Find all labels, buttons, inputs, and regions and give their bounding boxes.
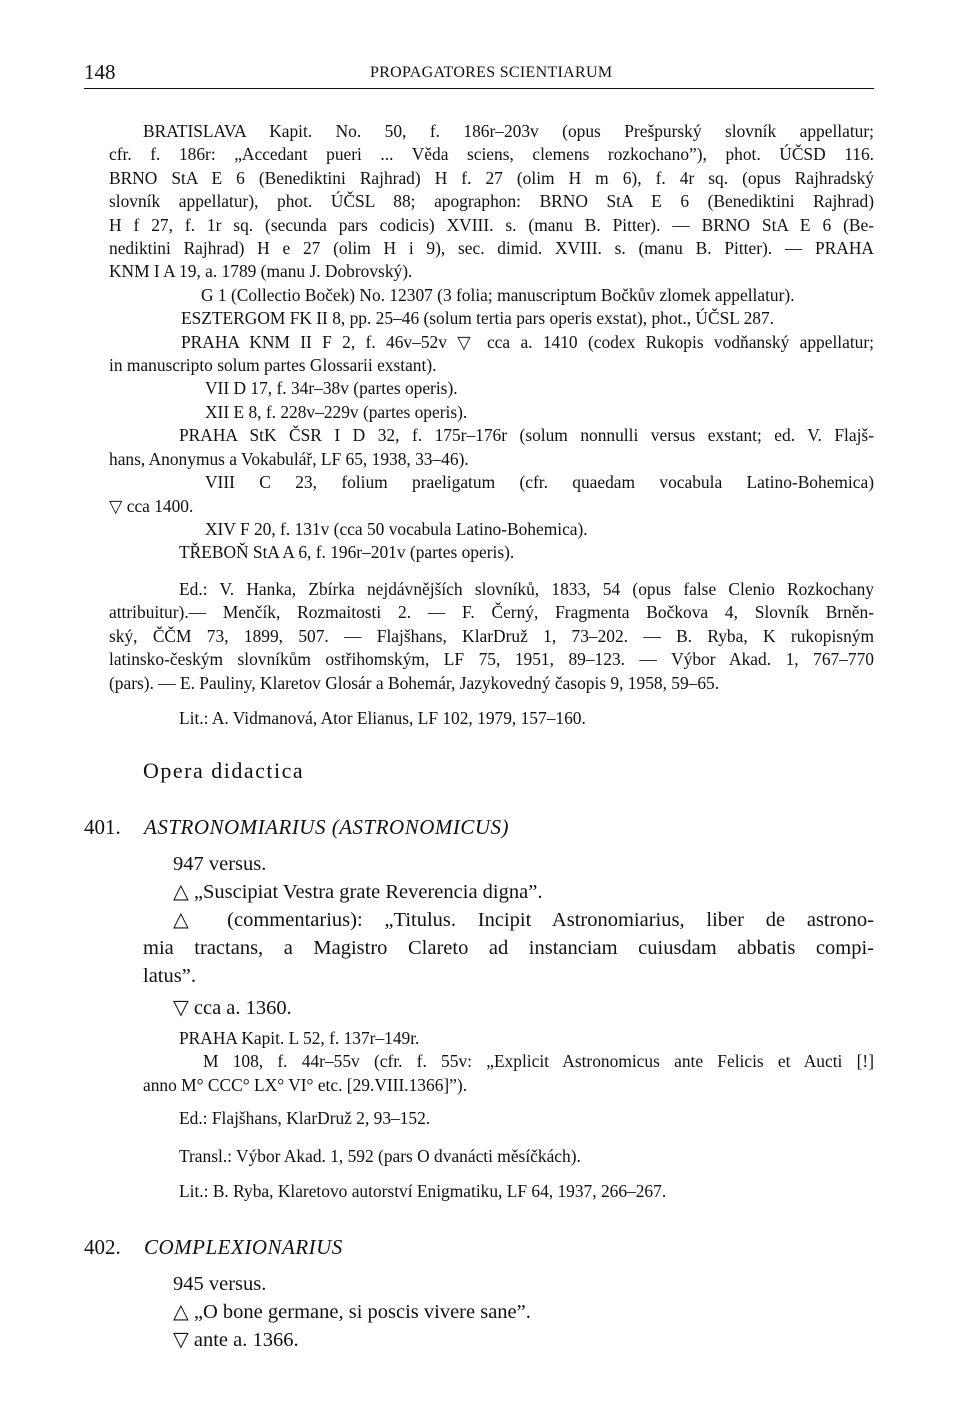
entry-401-edition: Ed.: Flajšhans, KlarDruž 2, 93–152. xyxy=(179,1108,431,1128)
text-line: BRATISLAVA Kapit. No. 50, f. 186r–203v (opus Prešpurský slovník appellatur; xyxy=(143,121,874,141)
text-line: PRAHA Kapit. L 52, f. 137r–149r. xyxy=(179,1028,420,1048)
entry-number: 401. xyxy=(84,815,121,839)
date-line: ▽ cca a. 1360. xyxy=(173,997,292,1019)
date-line: ▽ ante a. 1366. xyxy=(173,1329,299,1351)
text-line: ▽ cca 1400. xyxy=(109,495,194,516)
header-rule xyxy=(84,88,874,89)
text-line: H f 27, f. 1r sq. (secunda pars codicis) XVIII. s. (manu B. Pitter). — BRNO StA E 6 (Be- xyxy=(109,214,874,235)
text-line: △ (commentarius): „Titulus. Incipit Astronomiarius, liber de astrono- xyxy=(173,909,874,931)
text-line: ESZTERGOM FK II 8, pp. 25–46 (solum tertia pars operis exstat), phot., ÚČSL 287. xyxy=(181,308,774,329)
text-line: KNM I A 19, a. 1789 (manu J. Dobrovský). xyxy=(109,261,413,282)
text-line: 945 versus. xyxy=(173,1273,267,1295)
section-heading: Opera didactica xyxy=(143,758,305,783)
text-line: PRAHA KNM II F 2, f. 46v–52v ▽ cca a. 1410 (codex Rukopis vodňanský appellatur; xyxy=(181,331,874,352)
entry-title: ASTRONOMIARIUS (ASTRONOMICUS) xyxy=(144,815,510,839)
text-line: hans, Anonymus a Vokabulář, LF 65, 1938, 33–46). xyxy=(109,448,469,469)
entry-402-heading xyxy=(84,1235,343,1260)
incipit-line: △ „Suscipiat Vestra grate Reverencia digna”. xyxy=(173,881,543,903)
text-line: mia tractans, a Magistro Clareto ad instanciam cuiusdam abbatis compi- xyxy=(143,937,874,959)
text-line: 947 versus. xyxy=(173,853,267,875)
text-line: XII E 8, f. 228v–229v (partes operis). xyxy=(205,401,468,422)
text-line: nediktini Rajhrad) H e 27 (olim H i 9), sec. dimid. XVIII. s. (manu B. Pitter). — PRAHA xyxy=(109,238,874,259)
text-line: M 108, f. 44r–55v (cfr. f. 55v: „Explicit Astronomicus ante Felicis et Aucti [!] xyxy=(203,1051,874,1072)
text-line: VII D 17, f. 34r–38v (partes operis). xyxy=(205,378,458,399)
manuscripts-block xyxy=(109,120,874,565)
text-line: cfr. f. 186r: „Accedant pueri ... Věda sciens, clemens rozkochano”), phot. ÚČSD 116. xyxy=(109,144,874,165)
text-line: Ed.: V. Hanka, Zbírka nejdávnějších slovníků, 1833, 54 (opus false Clenio Rozkochany xyxy=(179,579,874,599)
text-line: slovník appellatur), phot. ÚČSL 88; apographon: BRNO StA E 6 (Benediktini Rajhrad) xyxy=(109,191,874,212)
literature-line: Lit.: A. Vidmanová, Ator Elianus, LF 102, 1979, 157–160. xyxy=(179,708,586,728)
text-line: attribuitur).— Menčík, Rozmaitosti 2. — F. Černý, Fragmenta Bočkova 4, Slovník Brněn- xyxy=(109,602,874,623)
entry-402-body xyxy=(173,1270,874,1354)
page-header xyxy=(84,54,874,90)
incipit-line: △ „O bone germane, si poscis vivere sane”. xyxy=(173,1301,531,1323)
text-line: (pars). — E. Pauliny, Klaretov Glosár a Bohemár, Jazykovedný časopis 9, 1958, 59–65. xyxy=(109,672,720,693)
page-number: 148 xyxy=(84,60,116,84)
entry-401-literature: Lit.: B. Ryba, Klaretovo autorství Enigmatiku, LF 64, 1937, 266–267. xyxy=(179,1181,667,1201)
running-title: PROPAGATORES SCIENTIARUM xyxy=(370,64,613,81)
text-line: latus”. xyxy=(143,965,196,987)
entry-401-heading xyxy=(84,815,509,840)
entry-title: COMPLEXIONARIUS xyxy=(144,1235,343,1259)
entry-401-body xyxy=(143,850,874,1022)
text-line: ský, ČČM 73, 1899, 507. — Flajšhans, KlarDruž 1, 73–202. — B. Ryba, K rukopisným xyxy=(109,625,874,646)
text-line: XIV F 20, f. 131v (cca 50 vocabula Latino-Bohemica). xyxy=(205,518,588,539)
text-line: latinsko-českým slovníkům ostřihomským, LF 75, 1951, 89–123. — Výbor Akad. 1, 767–770 xyxy=(109,649,874,670)
text-line: PRAHA StK ČSR I D 32, f. 175r–176r (solum nonnulli versus exstant; ed. V. Flajš- xyxy=(179,425,874,446)
text-line: VIII C 23, folium praeligatum (cfr. quaedam vocabula Latino-Bohemica) xyxy=(205,472,874,493)
editions-block xyxy=(109,578,874,695)
text-line: in manuscripto solum partes Glossarii exstant). xyxy=(109,355,437,376)
text-line: anno M° CCC° LX° VI° etc. [29.VIII.1366]”). xyxy=(143,1074,468,1095)
text-line: BRNO StA E 6 (Benediktini Rajhrad) H f. 27 (olim H m 6), f. 4r sq. (opus Rajhradský xyxy=(109,167,874,188)
entry-number: 402. xyxy=(84,1235,121,1259)
text-line: TŘEBOŇ StA A 6, f. 196r–201v (partes operis). xyxy=(179,542,515,563)
entry-401-translation: Transl.: Výbor Akad. 1, 592 (pars O dvanácti měsíčkách). xyxy=(179,1146,581,1166)
entry-401-manuscripts xyxy=(143,1027,874,1097)
text-line: G 1 (Collectio Boček) No. 12307 (3 folia; manuscriptum Bočkův zlomek appellatur). xyxy=(201,284,795,305)
